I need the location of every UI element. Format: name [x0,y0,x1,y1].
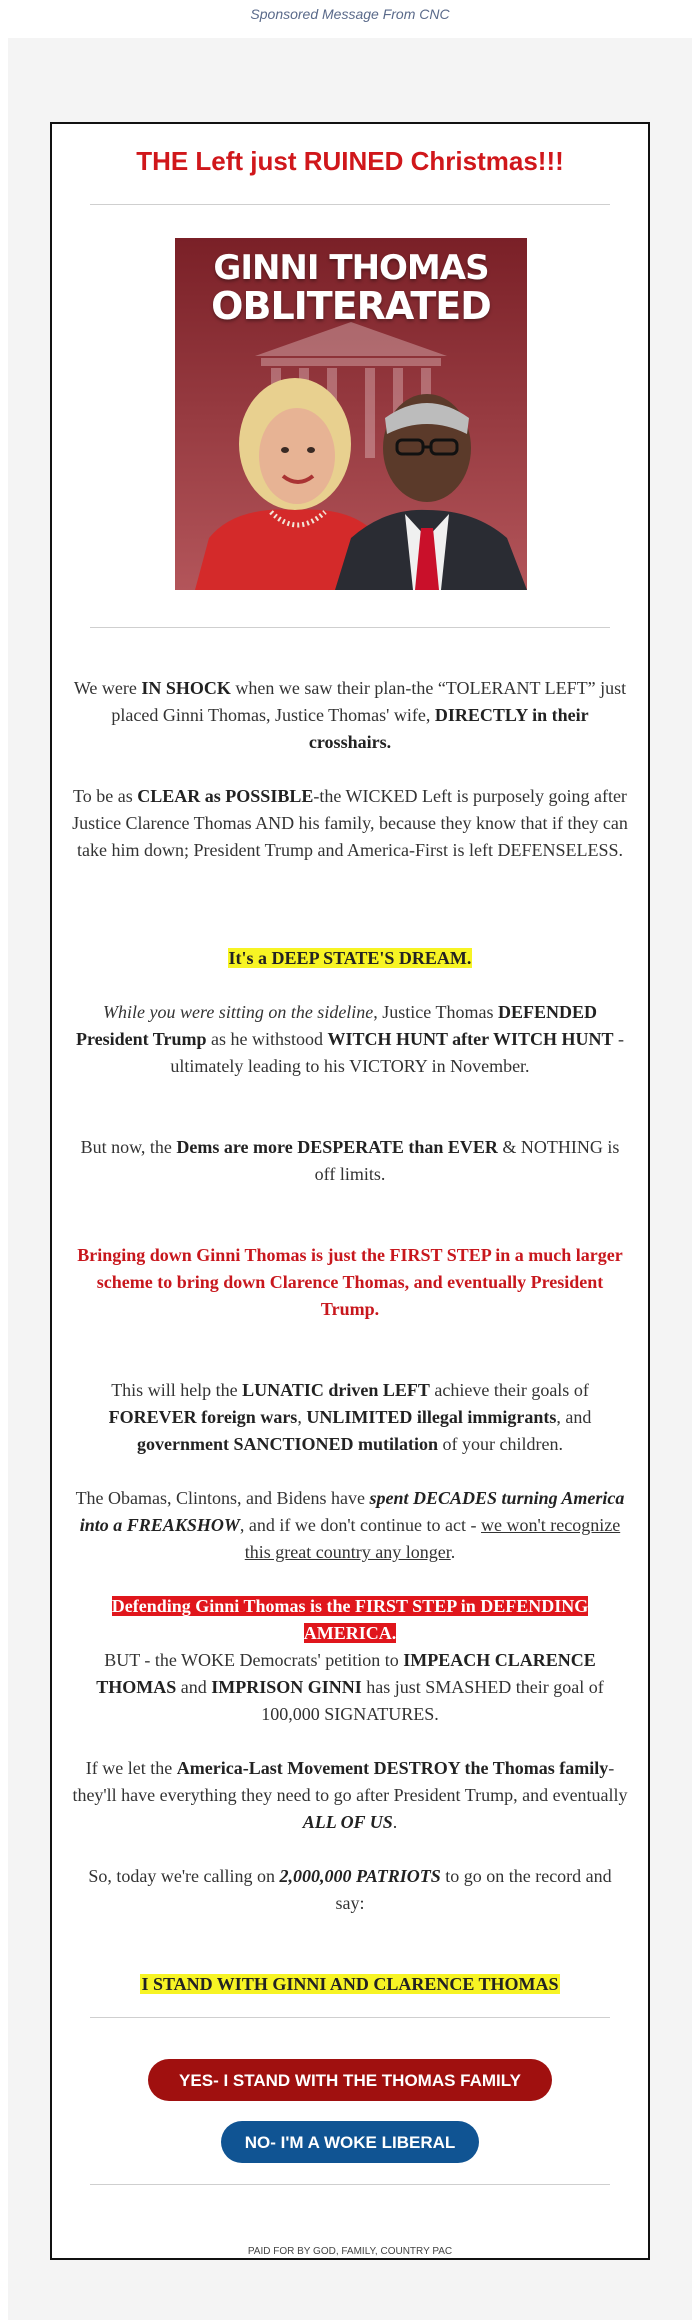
defending-america-highlight: Defending Ginni Thomas is the FIRST STEP in DEFENDING AMERICA. [111,1596,589,1643]
paragraph-sideline: While you were sitting on the sideline, Justice Thomas DEFENDED President Trump as he withstood WITCH HUNT after WITCH HUNT - ultimately leading to his VICTORY in November. [75,1002,625,1076]
paragraph-patriots: So, today we're calling on 2,000,000 PATRIOTS to go on the record and say: [88,1866,612,1913]
hero-title-line2: OBLITERATED [211,284,491,328]
underlined-warning: we won't recognize this great country any longer [244,1515,621,1562]
divider-top [90,204,610,205]
paragraph-lunatic: This will help the LUNATIC driven LEFT achieve their goals of FOREVER foreign wars, UNLIMITED illegal immigrants, and government SANCTIONED mutilation of your children. [108,1380,592,1454]
divider-under-image [90,627,610,628]
paragraph-america-last: If we let the America-Last Movement DESTROY the Thomas family-they'll have everything they need to go after President Trump, and eventually ALL OF US. [72,1758,628,1832]
email-card [50,122,650,2260]
paragraph-stand-with [72,1971,628,1998]
paragraph-freakshow: The Obamas, Clintons, and Bidens have spent DECADES turning America into a FREAKSHOW, and if we don't continue to act - we won't recognize this great country any longer. [75,1488,625,1562]
sponsored-message-label: Sponsored Message From CNC [250,6,450,22]
hero-image[interactable] [175,238,527,590]
paid-for-disclaimer: PAID FOR BY GOD, FAMILY, COUNTRY PAC [247,2246,453,2257]
paragraph-first-step: Bringing down Ginni Thomas is just the FIRST STEP in a much larger scheme to bring down Clarence Thomas, and eventually President Trump. [77,1245,623,1319]
no-woke-liberal-button[interactable]: NO- I'M A WOKE LIBERAL [221,2121,479,2163]
divider-above-buttons [90,2017,610,2018]
yes-stand-with-thomas-button[interactable]: YES- I STAND WITH THE THOMAS FAMILY [148,2059,552,2101]
stand-with-highlight: I STAND WITH GINNI AND CLARENCE THOMAS [141,1974,559,1994]
hero-title-line1: GINNI THOMAS [213,248,489,288]
paragraph-deep-state [72,945,628,972]
paragraph-petition: Defending Ginni Thomas is the FIRST STEP in DEFENDING AMERICA. BUT - the WOKE Democrats' petition to IMPEACH CLARENCE THOMAS and IMPRISON GINNI has just SMASHED their goal of 100,000 SIGNATURES. [96,1596,604,1724]
paragraph-desperate: But now, the Dems are more DESPERATE than EVER & NOTHING is off limits. [80,1137,620,1184]
divider-bottom [90,2184,610,2185]
deep-state-highlight: It's a DEEP STATE'S DREAM. [228,948,472,968]
paragraph-clear: To be as CLEAR as POSSIBLE-the WICKED Left is purposely going after Justice Clarence Thomas AND his family, because they know that if they can take him down; President Trump and America-First is left DEFENSELESS. [72,786,628,860]
paragraph-shock: We were IN SHOCK when we saw their plan-the “TOLERANT LEFT” just placed Ginni Thomas, Justice Thomas' wife, DIRECTLY in their crosshairs. [73,678,627,752]
headline: THE Left just RUINED Christmas!!! [136,146,564,176]
